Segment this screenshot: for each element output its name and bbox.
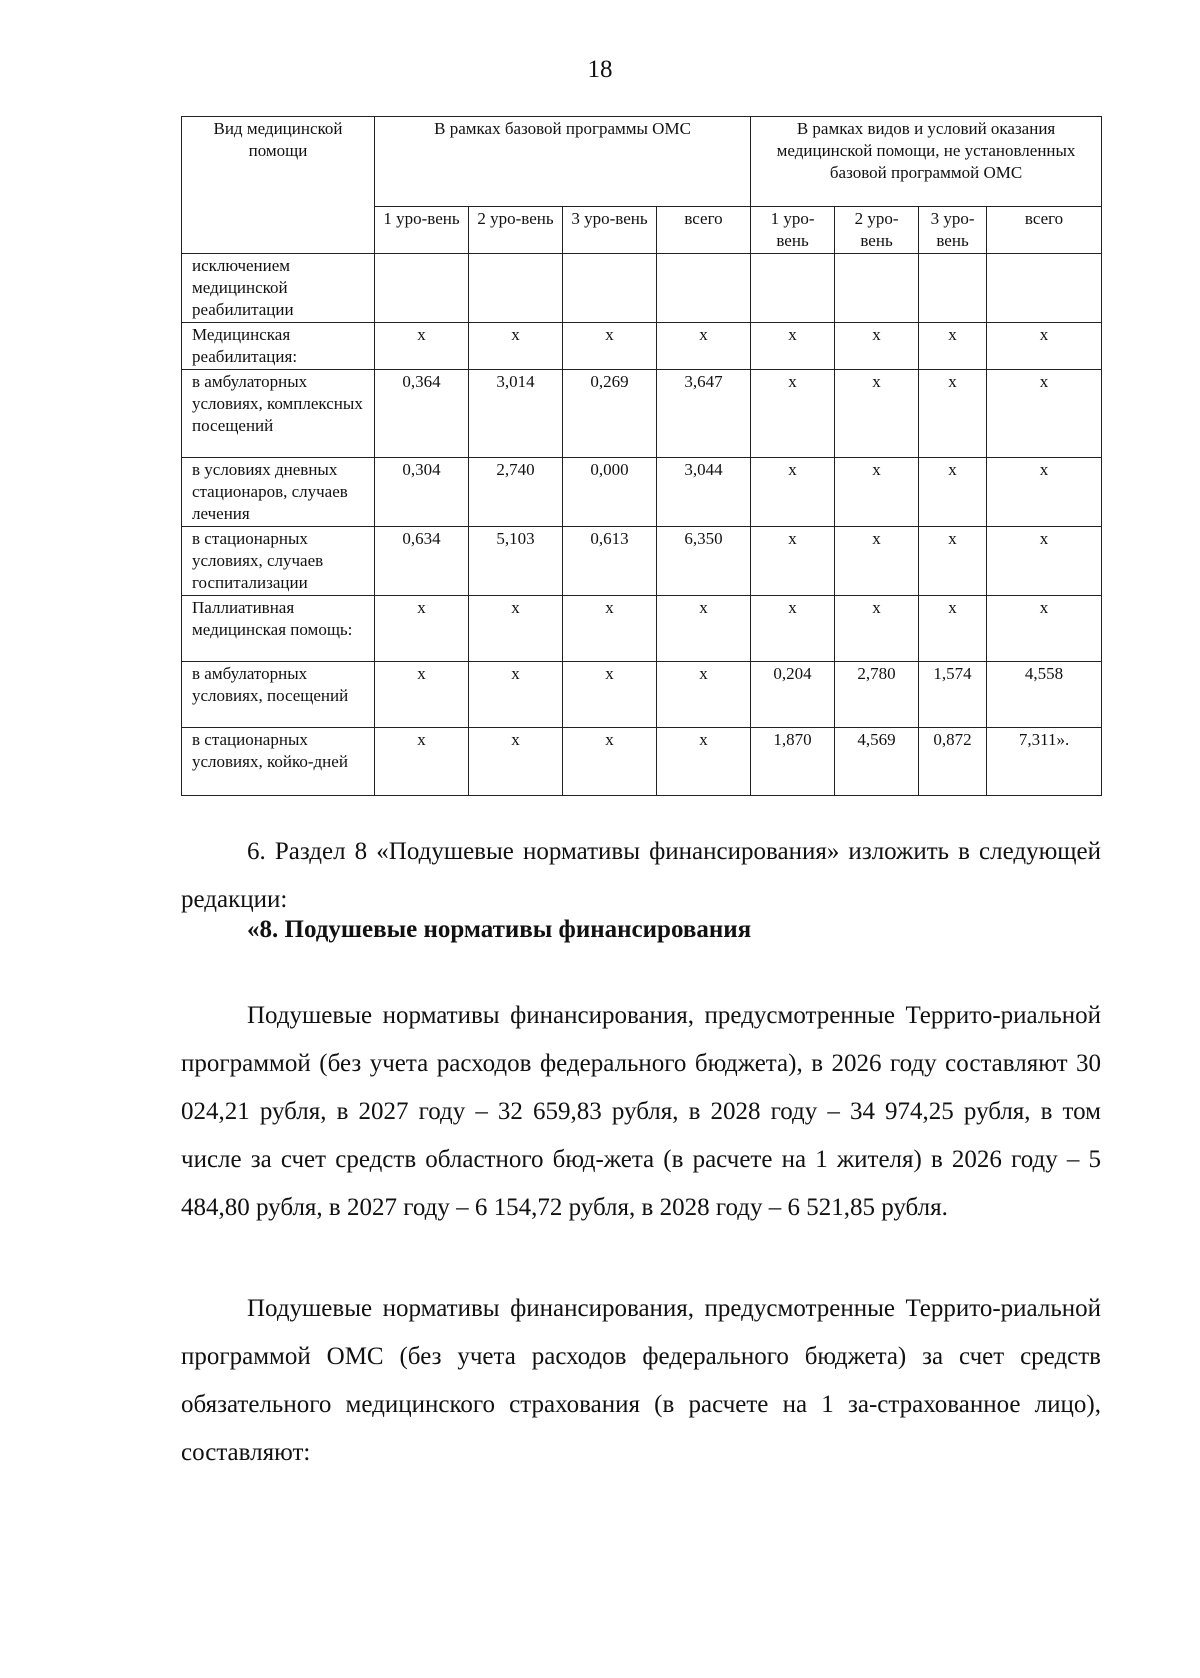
table-cell: х: [835, 458, 919, 527]
paragraph-per-capita-oms: Подушевые нормативы финансирования, предусмотренные Террито-риальной программой ОМС (без учета расходов федерального бюджета) за счет средств обязательного медицинского страхования (в расчете на 1 за-страхованное лицо), составляют:: [181, 1295, 1101, 1466]
row-label: в стационарных условиях, случаев госпитализации: [182, 527, 375, 596]
table-cell: 3,647: [657, 370, 751, 458]
table-row: [182, 662, 1102, 728]
table-cell: 4,558: [987, 662, 1102, 728]
table-row: [182, 728, 1102, 796]
norms-table: [181, 116, 1102, 796]
table-cell: 0,269: [563, 370, 657, 458]
table-cell: 4,569: [835, 728, 919, 796]
table-cell: х: [469, 728, 563, 796]
table-cell: 0,364: [375, 370, 469, 458]
table-cell: х: [835, 370, 919, 458]
table-cell: 2,740: [469, 458, 563, 527]
table-cell: х: [987, 596, 1102, 662]
subheader-cell: 2 уро-вень: [469, 207, 563, 254]
row-label: Паллиативная медицинская помощь:: [182, 596, 375, 662]
table-cell: 0,872: [919, 728, 987, 796]
table-cell: х: [987, 458, 1102, 527]
paragraph-section-6: 6. Раздел 8 «Подушевые нормативы финансирования» изложить в следующей редакции:: [181, 838, 1101, 913]
table-cell: х: [657, 728, 751, 796]
table-cell: 0,613: [563, 527, 657, 596]
table-cell: [751, 254, 835, 323]
table-cell: х: [469, 596, 563, 662]
row-label: в условиях дневных стационаров, случаев лечения: [182, 458, 375, 527]
header-care-type: Вид медицинской помощи: [182, 117, 375, 254]
table-cell: х: [987, 323, 1102, 370]
table-cell: х: [751, 596, 835, 662]
table-cell: х: [563, 662, 657, 728]
subheader-cell: 2 уро-вень: [835, 207, 919, 254]
table-cell: х: [657, 662, 751, 728]
table-cell: х: [919, 596, 987, 662]
table-row: [182, 254, 1102, 323]
table-cell: [563, 254, 657, 323]
table-row: [182, 323, 1102, 370]
table-cell: 6,350: [657, 527, 751, 596]
table-cell: х: [657, 596, 751, 662]
table-cell: х: [375, 662, 469, 728]
table-cell: х: [469, 323, 563, 370]
subheader-cell: 3 уро-вень: [919, 207, 987, 254]
table-cell: 0,634: [375, 527, 469, 596]
table-cell: 5,103: [469, 527, 563, 596]
subheader-cell: всего: [657, 207, 751, 254]
table-cell: 3,014: [469, 370, 563, 458]
table-cell: х: [987, 370, 1102, 458]
table-cell: х: [835, 527, 919, 596]
row-label: в стационарных условиях, койко-дней: [182, 728, 375, 796]
table-header-row: [182, 117, 1102, 207]
table-cell: [469, 254, 563, 323]
subheader-cell: 1 уро-вень: [375, 207, 469, 254]
table-cell: х: [469, 662, 563, 728]
subheader-cell: всего: [987, 207, 1102, 254]
table-body: [182, 254, 1102, 796]
table-row: [182, 596, 1102, 662]
row-label: исключением медицинской реабилитации: [182, 254, 375, 323]
table-cell: х: [375, 596, 469, 662]
table-cell: [987, 254, 1102, 323]
table-cell: [657, 254, 751, 323]
table-cell: [375, 254, 469, 323]
table-cell: 3,044: [657, 458, 751, 527]
table-cell: 1,574: [919, 662, 987, 728]
table-cell: 0,000: [563, 458, 657, 527]
table-cell: х: [375, 728, 469, 796]
subheader-cell: 1 уро-вень: [751, 207, 835, 254]
table-cell: х: [919, 370, 987, 458]
table-row: [182, 527, 1102, 596]
table-cell: 0,304: [375, 458, 469, 527]
table-cell: [919, 254, 987, 323]
table-cell: х: [751, 370, 835, 458]
header-extra-program: В рамках видов и условий оказания медицинской помощи, не установленных базовой программой ОМС: [751, 117, 1102, 207]
table-cell: х: [563, 323, 657, 370]
header-base-program: В рамках базовой программы ОМС: [375, 117, 751, 207]
table-cell: х: [987, 527, 1102, 596]
subheader-cell: 3 уро-вень: [563, 207, 657, 254]
table-cell: х: [835, 323, 919, 370]
row-label: Медицинская реабилитация:: [182, 323, 375, 370]
table-cell: х: [835, 596, 919, 662]
table-cell: х: [919, 527, 987, 596]
table-cell: х: [919, 458, 987, 527]
table-cell: х: [563, 728, 657, 796]
table-cell: х: [751, 323, 835, 370]
table-cell: 7,311».: [987, 728, 1102, 796]
table-cell: 1,870: [751, 728, 835, 796]
row-label: в амбулаторных условиях, посещений: [182, 662, 375, 728]
table-cell: 2,780: [835, 662, 919, 728]
table-cell: х: [657, 323, 751, 370]
table-cell: х: [751, 458, 835, 527]
table-row: [182, 370, 1102, 458]
table-cell: х: [751, 527, 835, 596]
section-heading: «8. Подушевые нормативы финансирования: [247, 916, 752, 943]
table-cell: 0,204: [751, 662, 835, 728]
table-cell: х: [919, 323, 987, 370]
table-cell: х: [375, 323, 469, 370]
row-label: в амбулаторных условиях, комплексных посещений: [182, 370, 375, 458]
table-row: [182, 458, 1102, 527]
page-number: 18: [587, 56, 613, 83]
paragraph-per-capita-territorial: Подушевые нормативы финансирования, предусмотренные Террито-риальной программой (без учета расходов федерального бюджета), в 2026 году составляют 30 024,21 рубля, в 2027 году – 32 659,83 рубля, в 2028 году – 34 974,25 рубля, в том числе за счет средств областного бюд-жета (в расчете на 1 жителя) в 2026 году – 5 484,80 рубля, в 2027 году – 6 154,72 рубля, в 2028 году – 6 521,85 рубля.: [181, 1002, 1101, 1221]
table-cell: х: [563, 596, 657, 662]
table-cell: [835, 254, 919, 323]
